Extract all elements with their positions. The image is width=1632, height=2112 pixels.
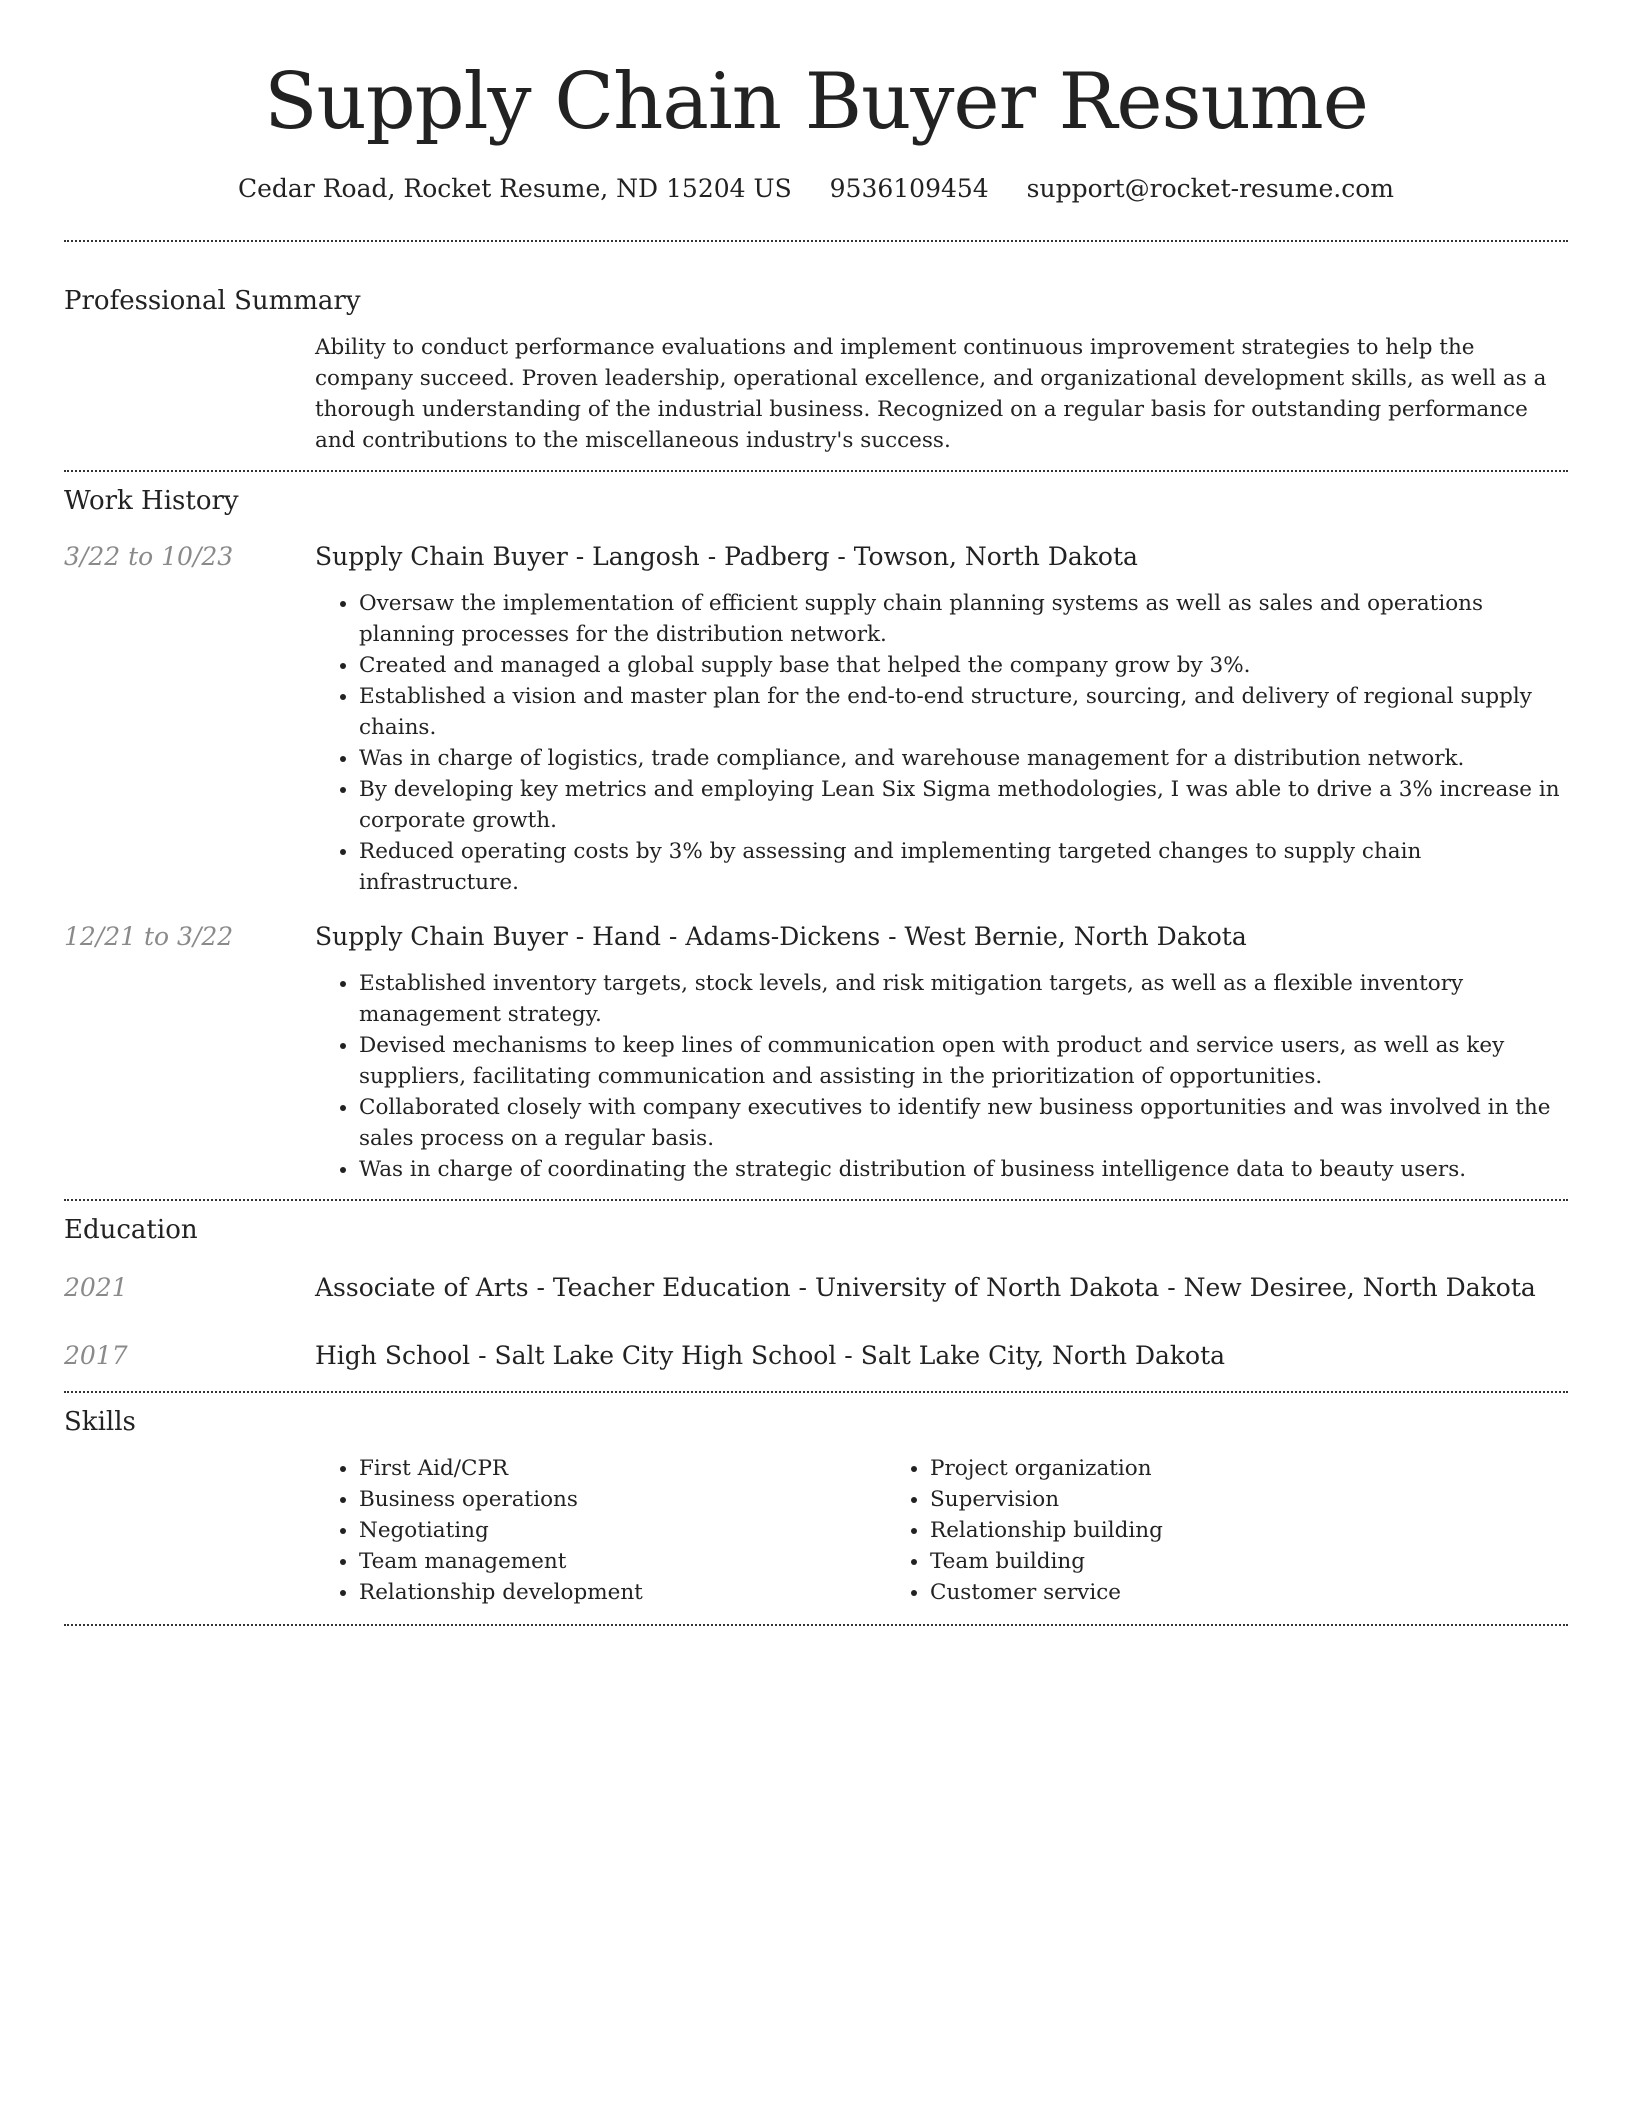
list-item: • Was in charge of coordinating the strategic distribution of business intelligence data to beauty users. [359, 1154, 1568, 1185]
section-divider [64, 240, 1568, 242]
list-item: • Established inventory targets, stock levels, and risk mitigation targets, as well as a flexible inventory management strategy. [359, 968, 1568, 1030]
list-item: • Created and managed a global supply base that helped the company grow by 3%. [359, 650, 1568, 681]
education-heading: Education [64, 1215, 198, 1245]
resume-title: Supply Chain Buyer Resume [264, 57, 1368, 147]
skill-item: • Business operations [359, 1484, 886, 1515]
contact-address: Cedar Road, Rocket Resume, ND 15204 US [238, 174, 792, 203]
education-year: 2021 [64, 1273, 128, 1302]
list-item: • By developing key metrics and employing Lean Six Sigma methodologies, I was able to drive a 3% increase in corporate growth. [359, 774, 1568, 836]
section-divider [64, 1391, 1568, 1393]
education-detail: High School - Salt Lake City High School - Salt Lake City, North Dakota [315, 1341, 1226, 1370]
skill-item: • Relationship building [930, 1515, 1163, 1546]
contact-line [64, 172, 1568, 206]
work-history-heading: Work History [64, 486, 239, 516]
job-role: Supply Chain Buyer - Langosh - Padberg - Towson, North Dakota [315, 542, 1138, 571]
list-item: • Collaborated closely with company executives to identify new business opportunities and was involved in the sales process on a regular basis. [359, 1092, 1568, 1154]
summary-text: Ability to conduct performance evaluations and implement continuous improvement strategies to help the company succeed. Proven leadership, operational excellence, and organizational development skills, as well as a thorough understanding of the industrial business. Recognized on a regular basis for outstanding performance and contributions to the miscellaneous industry's success. [315, 335, 1547, 453]
job-bullets [315, 968, 1568, 1185]
list-item: • Established a vision and master plan for the end-to-end structure, sourcing, and delivery of regional supply chains. [359, 681, 1568, 743]
list-item: • Was in charge of logistics, trade compliance, and warehouse management for a distribution network. [359, 743, 1568, 774]
skill-item: • Relationship development [359, 1577, 886, 1608]
job-role: Supply Chain Buyer - Hand - Adams-Dickens - West Bernie, North Dakota [315, 922, 1247, 951]
job-dates: 3/22 to 10/23 [64, 542, 234, 571]
section-divider [64, 1199, 1568, 1201]
skill-item: • First Aid/CPR [359, 1453, 886, 1484]
skills-heading: Skills [64, 1407, 136, 1437]
skill-item: • Team building [930, 1546, 1163, 1577]
skill-item: • Customer service [930, 1577, 1163, 1608]
job-bullets [315, 588, 1568, 898]
job-entry [64, 920, 1568, 1199]
education-year: 2017 [64, 1341, 128, 1370]
job-dates: 12/21 to 3/22 [64, 922, 234, 951]
summary-heading: Professional Summary [64, 286, 361, 316]
skill-item: • Project organization [930, 1453, 1163, 1484]
skills-column-right [886, 1453, 1163, 1608]
education-detail: Associate of Arts - Teacher Education - University of North Dakota - New Desiree, North Dakota [315, 1273, 1536, 1302]
list-item: • Oversaw the implementation of efficient supply chain planning systems as well as sales and operations planning processes for the distribution network. [359, 588, 1568, 650]
skills-list [315, 1453, 1568, 1624]
skill-item: • Team management [359, 1546, 886, 1577]
contact-email: support@rocket-resume.com [1026, 174, 1394, 203]
skill-item: • Negotiating [359, 1515, 886, 1546]
skills-column-left [315, 1453, 886, 1608]
education-entry [64, 1339, 1568, 1391]
section-divider [64, 1624, 1568, 1626]
education-entry [64, 1271, 1568, 1305]
contact-phone: 9536109454 [829, 174, 989, 203]
section-divider [64, 470, 1568, 472]
list-item: • Reduced operating costs by 3% by assessing and implementing targeted changes to supply chain infrastructure. [359, 836, 1568, 898]
list-item: • Devised mechanisms to keep lines of communication open with product and service users, as well as key suppliers, facilitating communication and assisting in the prioritization of opportunities. [359, 1030, 1568, 1092]
job-entry [64, 540, 1568, 898]
skill-item: • Supervision [930, 1484, 1163, 1515]
resume-header [64, 0, 1568, 206]
